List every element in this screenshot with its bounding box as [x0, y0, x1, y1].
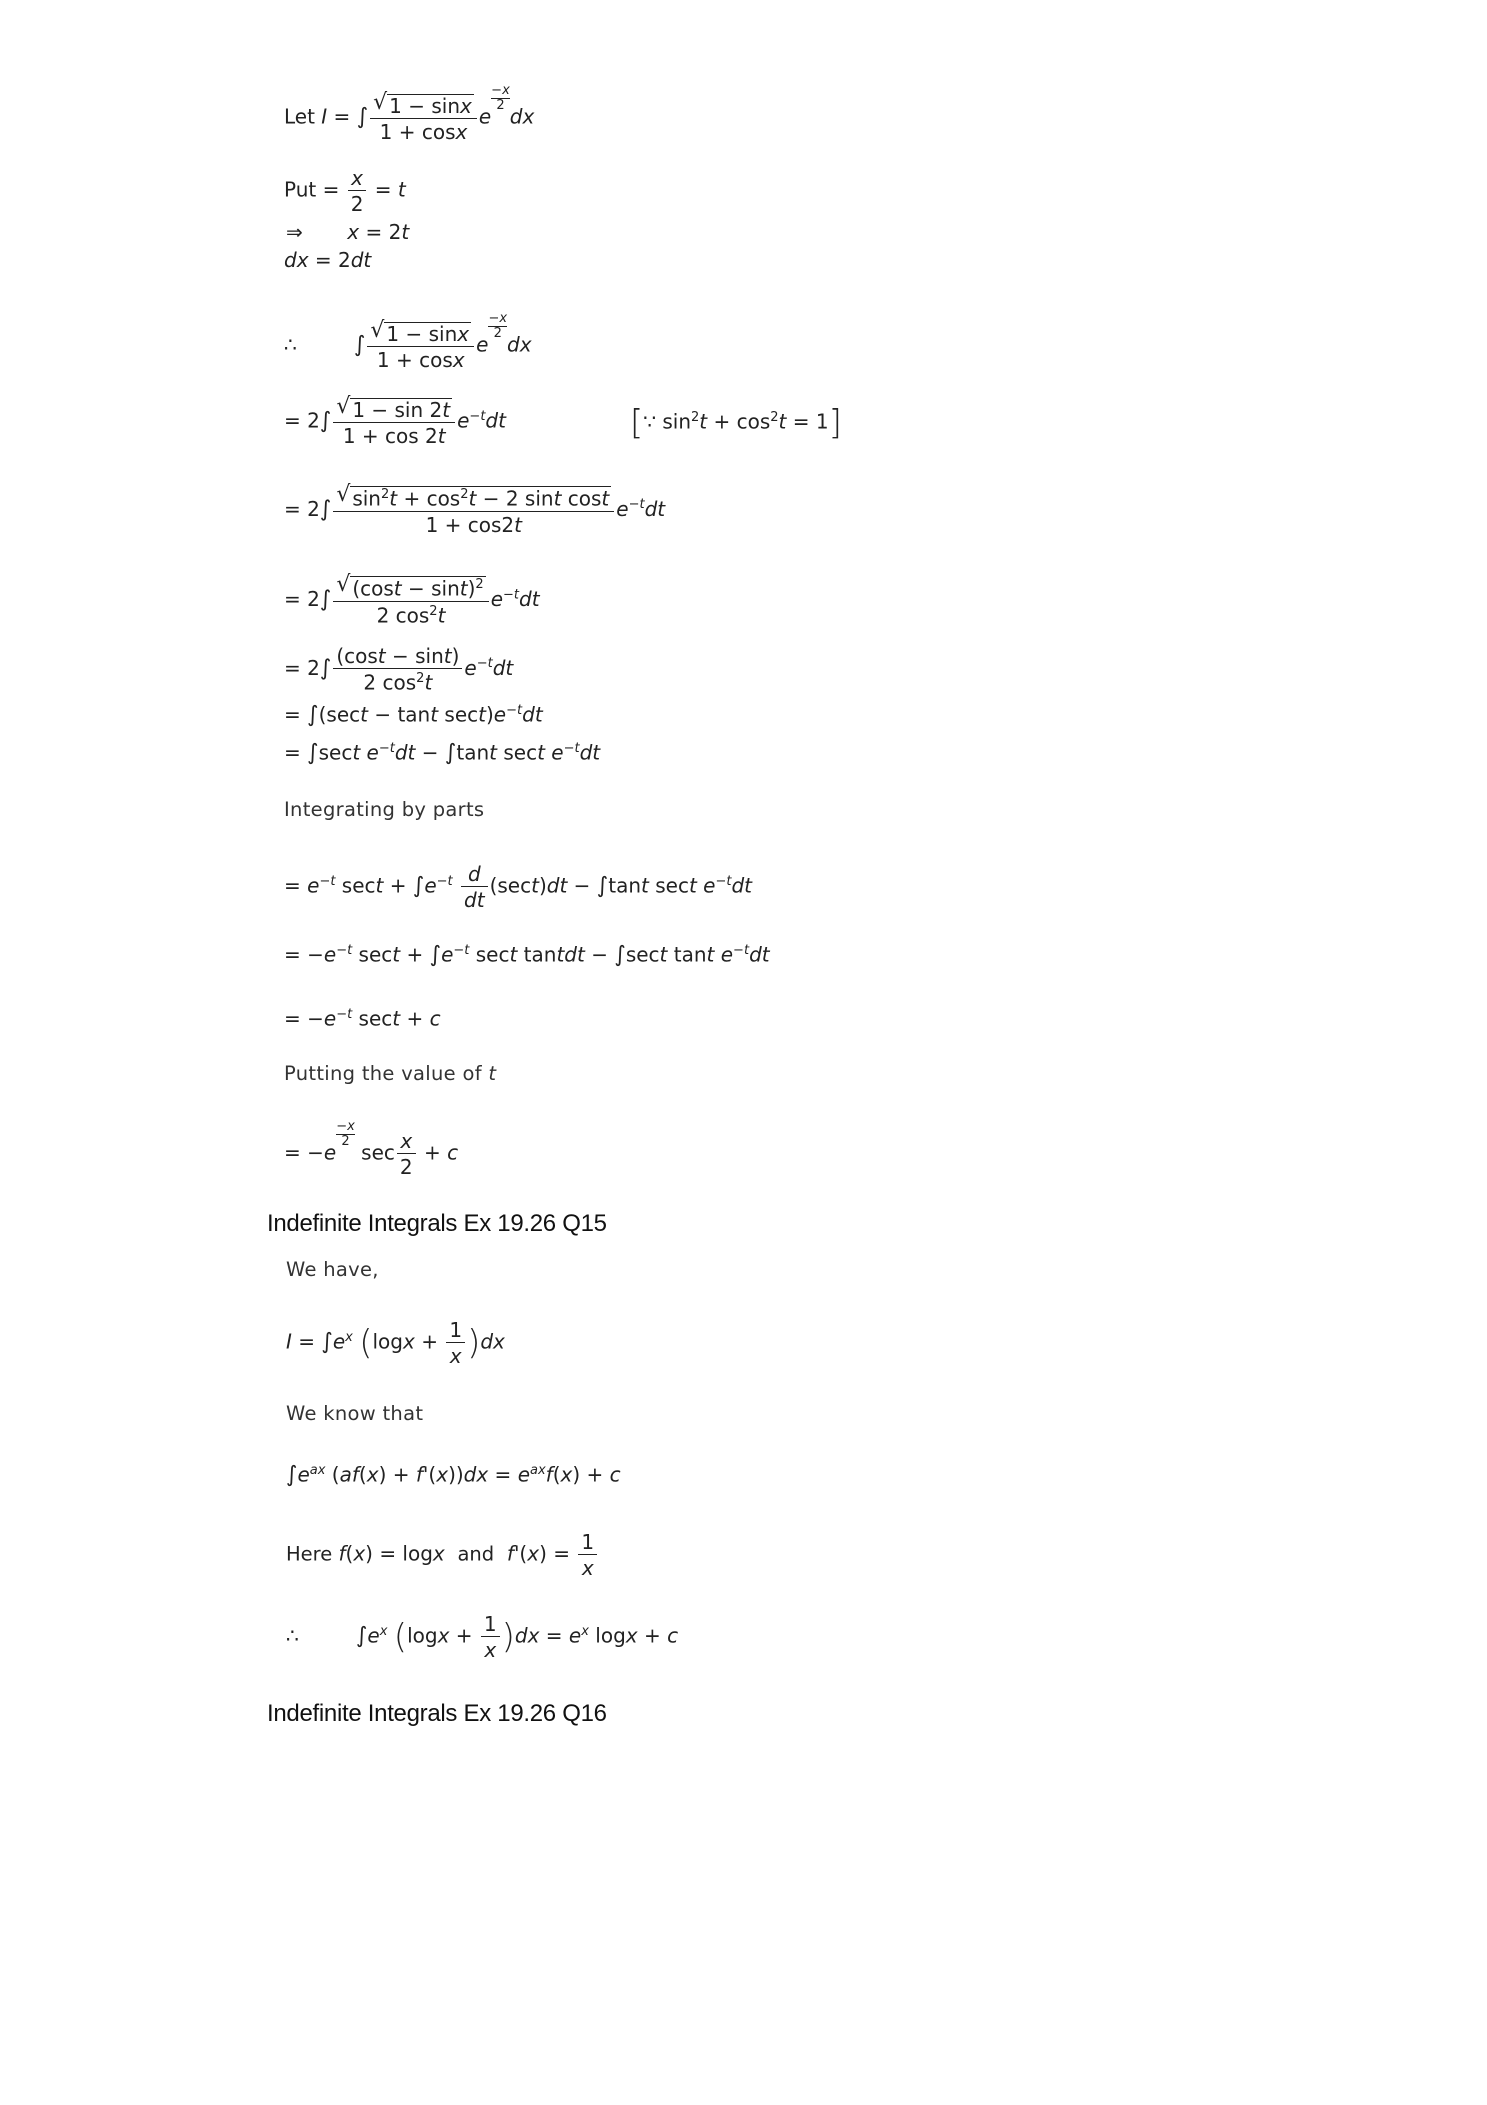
equation-step-expand: = 2∫ √ $\frac{\sin^2t + \cos^2t - 2 \sin t \cos t}{1 + \cos 2t}$ $e^{-t}dt$ [284, 486, 665, 535]
equation-put: Put = $\frac{x}{2}$ = t [284, 166, 406, 216]
identity-note: [∵ $\sin^2t + \cos^2t = 1$] [630, 403, 842, 443]
equation-by-parts-2: = $-e^{-t}$ $\sec t + \int e^{-t}$ sect tantdt − ∫sect tant $e^{-t}dt$ [284, 942, 770, 968]
equation-step-sec-tan: = ∫(sect − tant $\sec t)e^{-t}dt$ [284, 702, 543, 728]
equation-therefore-integral: ∴ ∫ √ $\frac{1 - \sin x}{1 + \cos x}$ e $\frac{-x}{2}$ dx [284, 312, 532, 370]
heading-q16: Indefinite Integrals Ex 19.26 Q16 [267, 1700, 607, 1727]
equation-result-t: = $-e^{-t}$ sect + c [284, 1006, 441, 1031]
heading-q15: Indefinite Integrals Ex 19.26 Q15 [267, 1210, 607, 1237]
we-have-text: We have, [286, 1258, 379, 1281]
integrating-by-parts-text: Integrating by parts [284, 798, 485, 821]
putting-value-text: Putting the value of t [284, 1062, 497, 1085]
we-know-text: We know that [286, 1402, 424, 1425]
equation-here: Here f(x) = logx and f'(x) = $\frac{1}{x}$ [286, 1532, 599, 1578]
equation-by-parts: = $e^{-t}$ $\sec t + \int e^{-t}$ $\frac{d}{dt}$ (sect)dt − ∫tant sect $e^{-t}dt$ [284, 862, 753, 912]
put-label: Put = [284, 177, 346, 202]
putting-value-label: Putting the value of [284, 1062, 489, 1085]
equation-q15-result: ∴ $\int e^x$ (logx + $\frac{1}{x}$ )$dx = e^x$ logx + c [286, 1612, 679, 1662]
equation-dx: dx = 2dt [284, 248, 372, 272]
equation-q15-i: $I = \int e^x$ (logx + $\frac{1}{x}$ )dx [286, 1318, 505, 1368]
equation-step-simplify: = 2∫ $\frac{(\cos t - \sin t)}{2 \cos^2t}$ $e^{-t}dt$ [284, 644, 514, 695]
and-label: and [457, 1542, 495, 1566]
equation-let-i: Let I = ∫ √ $\frac{1 - \sin x}{1 + \cos x}$ e $\frac{-x}{2}$ dx [284, 84, 534, 142]
equation-formula: $\int e^{ax}$ $(af(x) + f'(x))dx = e^{ax}f(x) + c$ [286, 1462, 621, 1488]
here-label: Here [286, 1542, 339, 1566]
equation-step-split: = ∫sect $e^{-t}dt - \int\tan t$ sect $e^{-t}dt$ [284, 740, 601, 766]
therefore-symbol: ∴ [284, 332, 297, 357]
therefore-symbol-2: ∴ [286, 1623, 299, 1648]
equation-x-equals-2t: ⇒ x = 2t [286, 220, 410, 244]
let-label: Let [284, 104, 322, 129]
implies-symbol: ⇒ [286, 220, 303, 244]
equation-final-q14: = −e $\frac{-x}{2}$ sec $\frac{x}{2}$ + c [284, 1119, 459, 1179]
equation-step-sin2t: = 2∫ √ $\frac{1 - \sin 2t}{1 + \cos 2t}$ $e^{-t}dt$ [284, 398, 506, 446]
equation-step-square: = 2∫ √ $\frac{(\cos t - \sin t)^2}{2 \cos^2t}$ $e^{-t}dt$ [284, 576, 540, 625]
